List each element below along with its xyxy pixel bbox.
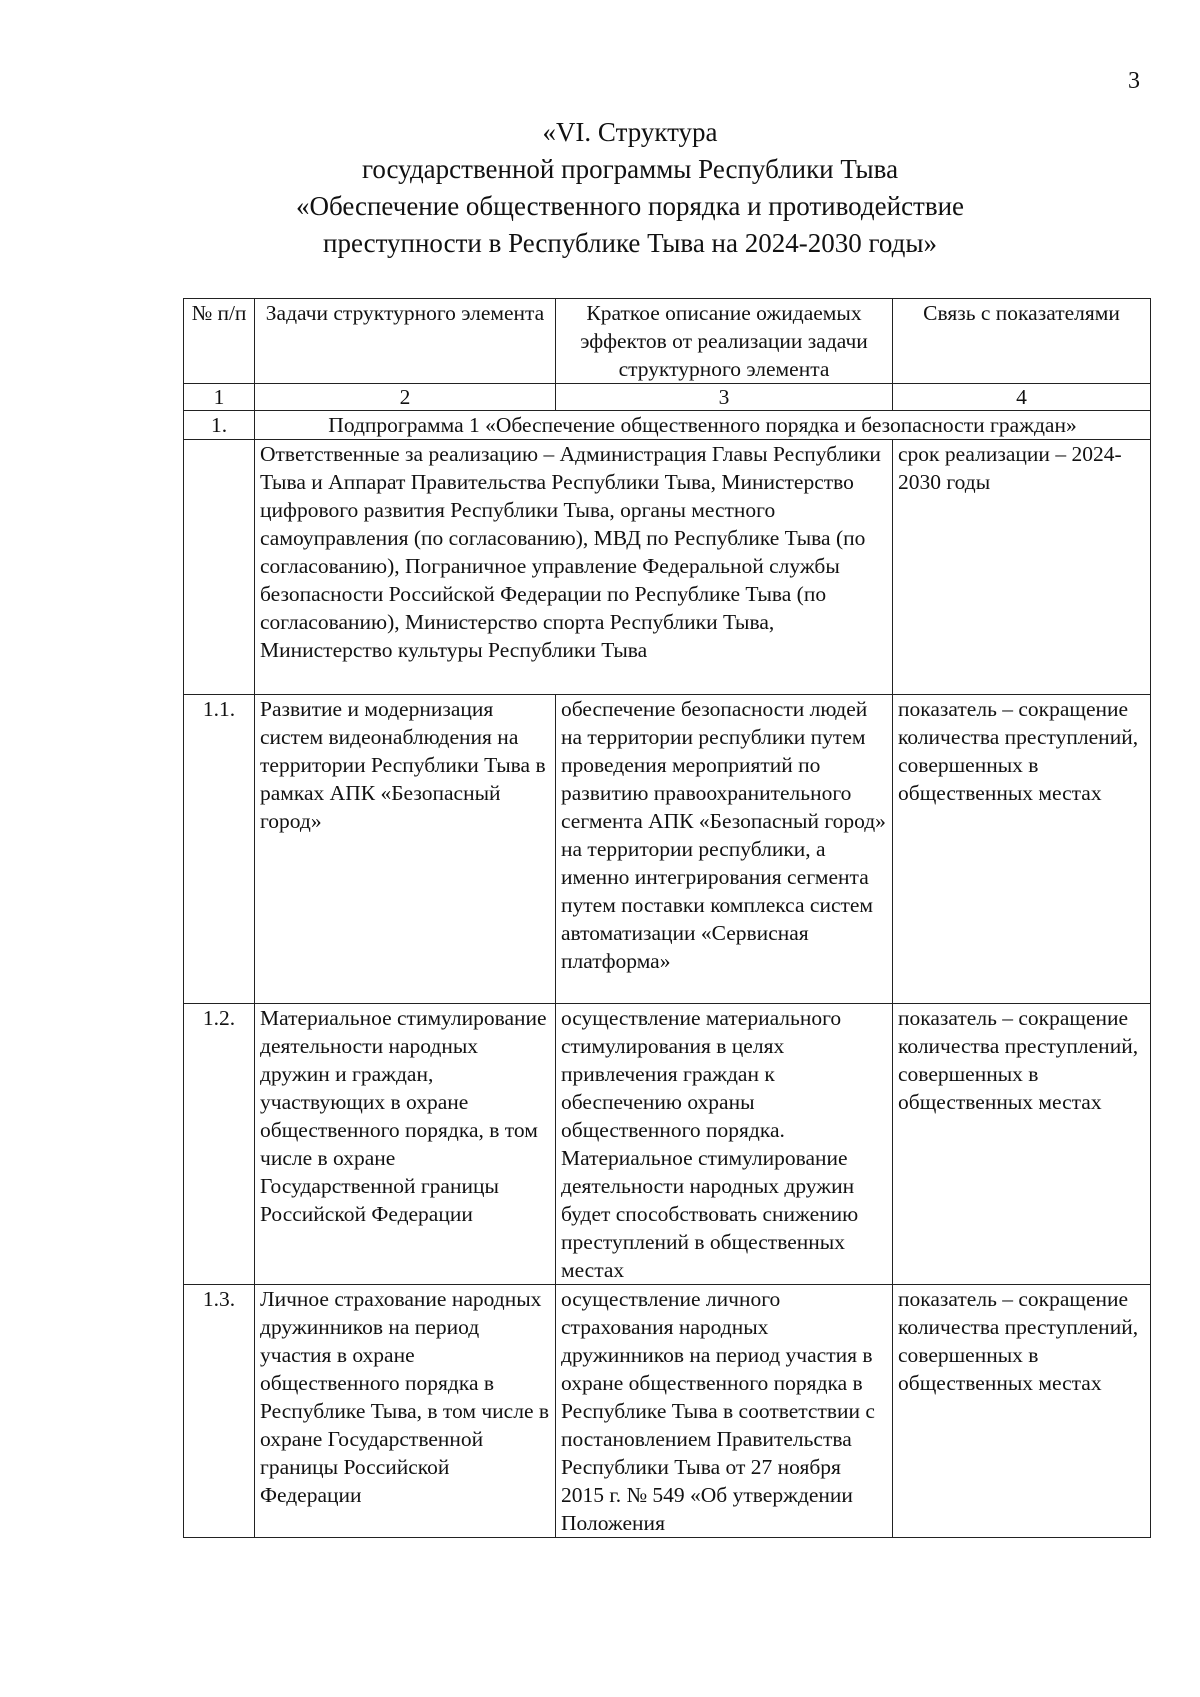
document-heading <box>150 114 1110 262</box>
header-number: № п/п <box>184 299 255 384</box>
heading-line-2: государственной программы Республики Тыва <box>361 154 899 184</box>
heading-line-4: преступности в Республике Тыва на 2024-2030 годы» <box>323 228 937 258</box>
indicator-cell: показатель – сокращение количества преступлений, совершенных в общественных местах <box>893 1004 1151 1285</box>
page-number: 3 <box>1128 68 1140 94</box>
heading-line-1: «VI. Структура <box>542 117 718 147</box>
indicator-cell: показатель – сокращение количества преступлений, совершенных в общественных местах <box>893 695 1151 1004</box>
column-number: 4 <box>893 384 1151 411</box>
effect-cell: осуществление личного страхования народных дружинников на период участия в охране общественного порядка в Республике Тыва в соответствии с постановлением Правительства Республики Тыва от 27 ноября 2015 г. № 549 «Об утверждении Положения <box>556 1285 893 1538</box>
program-structure-table <box>183 298 1151 1538</box>
table-header-row <box>184 299 1151 384</box>
row-number: 1.2. <box>184 1004 255 1285</box>
table-row <box>184 695 1151 1004</box>
row-number: 1.1. <box>184 695 255 1004</box>
empty-cell <box>184 440 255 695</box>
heading-line-3: «Обеспечение общественного порядка и противодействие <box>295 191 965 221</box>
column-number: 2 <box>255 384 556 411</box>
header-effects: Краткое описание ожидаемых эффектов от реализации задачи структурного элемента <box>556 299 893 384</box>
task-cell: Развитие и модернизация систем видеонаблюдения на территории Республики Тыва в рамках АПК «Безопасный город» <box>255 695 556 1004</box>
subprogram-title: Подпрограмма 1 «Обеспечение общественного порядка и безопасности граждан» <box>255 411 1151 440</box>
table-row <box>184 1004 1151 1285</box>
responsible-row <box>184 440 1151 695</box>
effect-cell: осуществление материального стимулирования в целях привлечения граждан к обеспечению охраны общественного порядка. Материальное стимулирование деятельности народных дружин будет способствовать снижению преступлений в общественных местах <box>556 1004 893 1285</box>
indicator-cell: показатель – сокращение количества преступлений, совершенных в общественных местах <box>893 1285 1151 1538</box>
table-row <box>184 1285 1151 1538</box>
effect-cell: обеспечение безопасности людей на территории республики путем проведения мероприятий по развитию правоохранительного сегмента АПК «Безопасный город» на территории республики, а именно интегрирования сегмента путем поставки комплекса систем автоматизации «Сервисная платформа» <box>556 695 893 1004</box>
column-number: 3 <box>556 384 893 411</box>
column-number: 1 <box>184 384 255 411</box>
header-tasks: Задачи структурного элемента <box>255 299 556 384</box>
header-indicators: Связь с показателями <box>893 299 1151 384</box>
responsible-text: Ответственные за реализацию – Администрация Главы Республики Тыва и Аппарат Правительства Республики Тыва, Министерство цифрового развития Республики Тыва, органы местного самоуправления (по согласованию), МВД по Республике Тыва (по согласованию), Пограничное управление Федеральной службы безопасности Российской Федерации по Республике Тыва (по согласованию), Министерство спорта Республики Тыва, Министерство культуры Республики Тыва <box>255 440 893 695</box>
subprogram-number: 1. <box>184 411 255 440</box>
column-number-row <box>184 384 1151 411</box>
task-cell: Личное страхование народных дружинников на период участия в охране общественного порядка в Республике Тыва, в том числе в охране Государственной границы Российской Федерации <box>255 1285 556 1538</box>
row-number: 1.3. <box>184 1285 255 1538</box>
subprogram-row <box>184 411 1151 440</box>
implementation-term: срок реализации – 2024-2030 годы <box>893 440 1151 695</box>
task-cell: Материальное стимулирование деятельности народных дружин и граждан, участвующих в охране общественного порядка, в том числе в охране Государственной границы Российской Федерации <box>255 1004 556 1285</box>
